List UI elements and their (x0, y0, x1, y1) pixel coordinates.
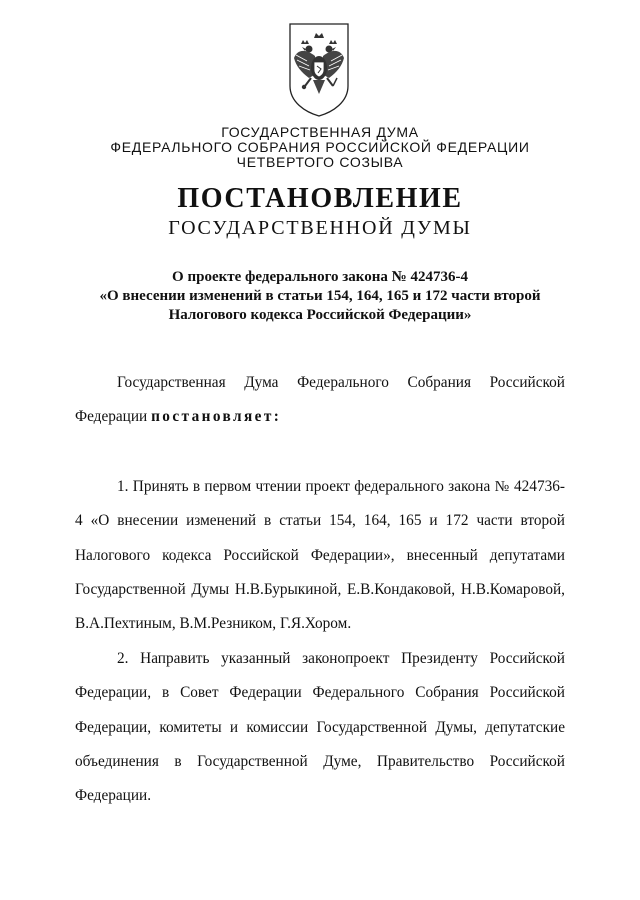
subject-line-3: Налогового кодекса Российской Федерации» (168, 307, 472, 323)
document-title: ПОСТАНОВЛЕНИЕ (177, 183, 463, 214)
document-subtitle: ГОСУДАРСТВЕННОЙ ДУМЫ (168, 217, 472, 239)
paragraph-1: 1. Принять в первом чтении проект федерального закона № 424736-4 «О внесении изменений в статьи 154, 164, 165 и 172 части второй Налогового кодекса Российской Федерации», внесенный депутатами Государственной Думы Н.В.Бурыкиной, Е.В.Кондаковой, Н.В.Комаровой, В.А.Пехтиным, В.М.Резником, Г.Я.Хором. (75, 478, 565, 633)
paragraph-2: 2. Направить указанный законопроект Президенту Российской Федерации, в Совет Федерации Федерального Собрания Российской Федерации, комитеты и комиссии Государственной Думы, депутатские объединения в Государственной Думе, Правительство Российской Федерации. (75, 650, 565, 805)
subject-line-1: О проекте федерального закона № 424736-4 (172, 269, 468, 285)
header-line-1: ГОСУДАРСТВЕННАЯ ДУМА (221, 124, 419, 140)
subject-line-2: «О внесении изменений в статьи 154, 164, 165 и 172 части второй (99, 288, 541, 304)
header-line-3: ЧЕТВЕРТОГО СОЗЫВА (236, 154, 404, 170)
double-headed-eagle-emblem (287, 22, 351, 118)
document-subject (60, 268, 580, 325)
intro-paragraph (75, 366, 565, 435)
intro-text: Государственная Дума Федерального Собрания Российской Федерации (75, 374, 565, 426)
intro-verb: постановляет: (151, 408, 282, 426)
header-line-2: ФЕДЕРАЛЬНОГО СОБРАНИЯ РОССИЙСКОЙ ФЕДЕРАЦИИ (110, 139, 530, 155)
